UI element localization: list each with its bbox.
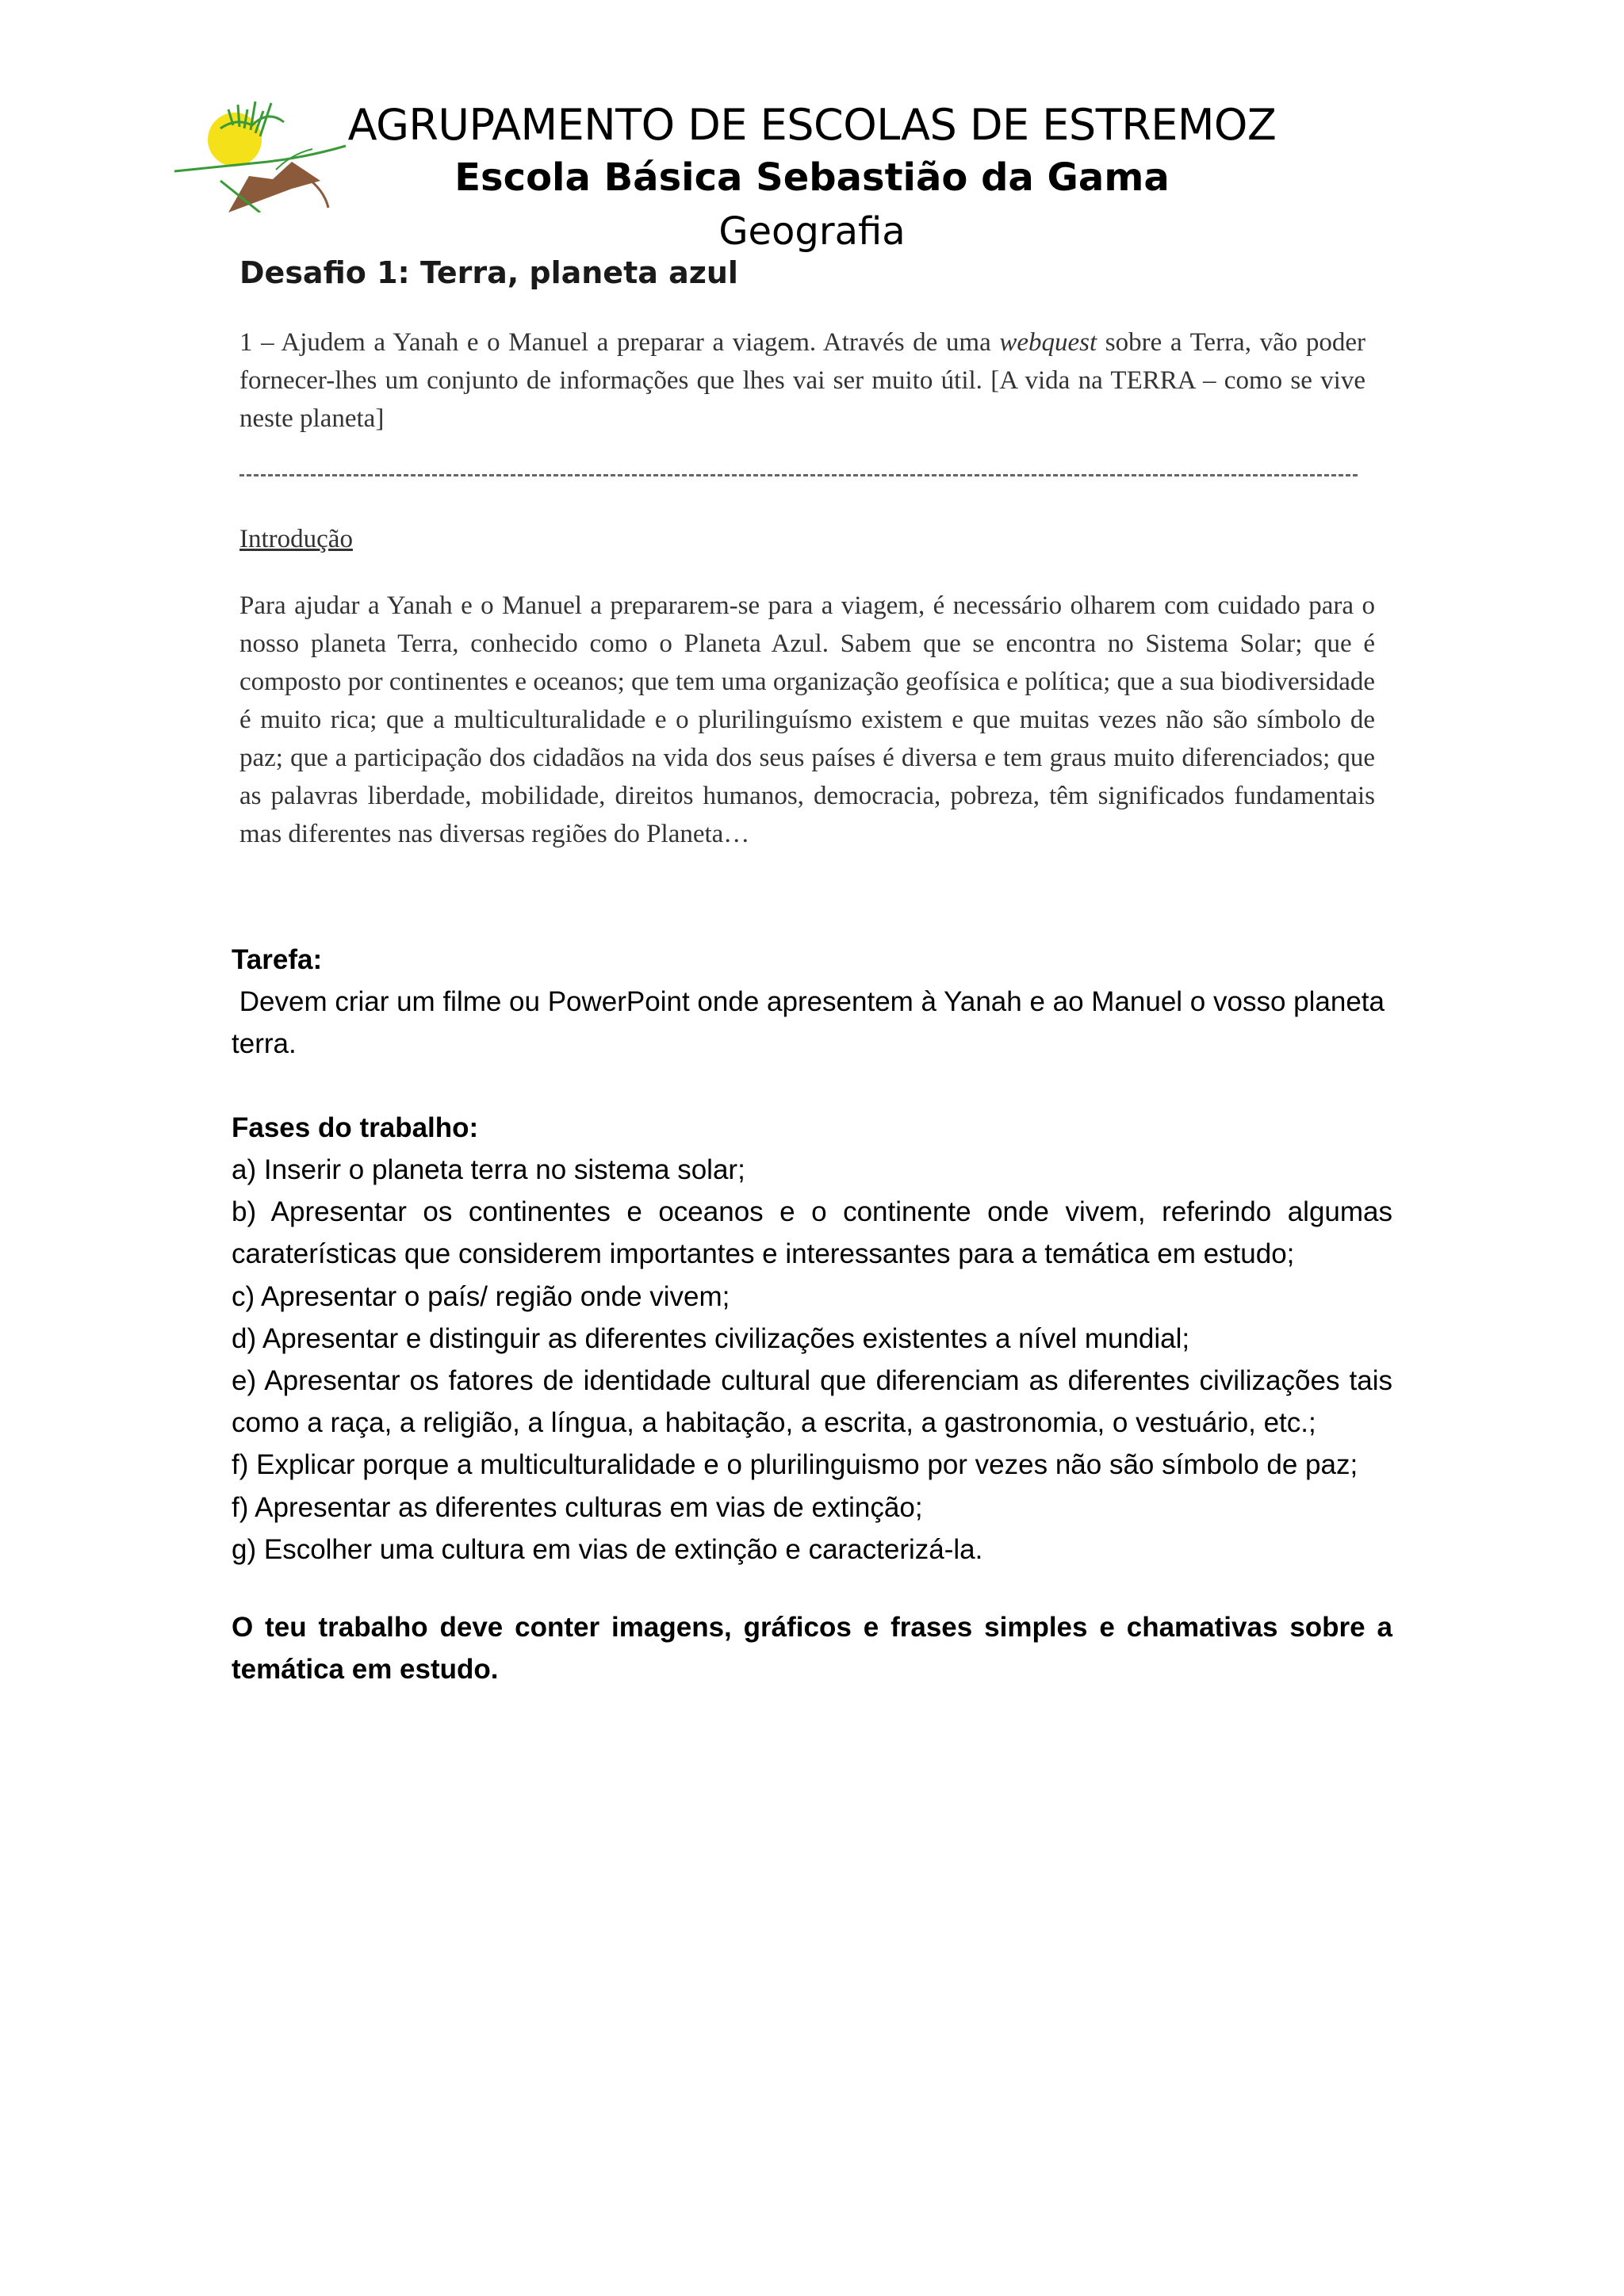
- list-item: f) Explicar porque a multiculturalidade e o plurilinguismo por vezes não são símbolo de paz;: [232, 1449, 1358, 1481]
- challenge-instruction: [239, 323, 1365, 438]
- intro-paragraph: Para ajudar a Yanah e o Manuel a prepararem-se para a viagem, é necessário olharem com cuidado para o nosso planeta Terra, conhecido como o Planeta Azul. Sabem que se encontra no Sistema Solar; que é composto por continentes e oceanos; que tem uma organização geofísica e política; que a sua biodiversidade é muito rica; que a multiculturalidade e o plurilinguísmo existem e que muitas vezes não são símbolo de paz; que a participação dos cidadãos na vida dos seus países é diversa e tem graus muito diferenciados; que as palavras liberdade, mobilidade, direitos humanos, democracia, pobreza, têm significados fundamentais mas diferentes nas diversas regiões do Planeta…: [239, 591, 1375, 848]
- instruction-text-after: sobre a Terra, vão poder fornecer-lhes um conjunto de informações que lhes vai ser muito útil. [A vida na TERRA – como se vive neste planeta]: [239, 328, 1365, 433]
- challenge-title: Desafio 1: Terra, planeta azul: [239, 255, 738, 290]
- instruction-text-before: – Ajudem a Yanah e o Manuel a preparar a viagem. Através de uma: [252, 328, 1000, 357]
- list-item: e) Apresentar os fatores de identidade cultural que diferenciam as diferentes civilizações tais como a raça, a religião, a língua, a habitação, a escrita, a gastronomia, o vestuário, etc.;: [232, 1365, 1392, 1439]
- subject-title: Geografia: [718, 209, 906, 254]
- list-item: b) Apresentar os continentes e oceanos e o continente onde vivem, referindo algumas caraterísticas que considerem importantes e interessantes para a temática em estudo;: [232, 1196, 1392, 1270]
- intro-section-heading: Introdução: [239, 525, 353, 553]
- closing-statement: O teu trabalho deve conter imagens, gráficos e frases simples e chamativas sobre a temática em estudo.: [232, 1612, 1392, 1686]
- instruction-number: 1: [239, 328, 253, 357]
- task-label: Tarefa:: [232, 944, 323, 975]
- phases-label: Fases do trabalho:: [232, 1112, 479, 1143]
- instruction-emphasis: webquest: [999, 328, 1097, 357]
- list-item: d) Apresentar e distinguir as diferentes civilizações existentes a nível mundial;: [232, 1322, 1190, 1354]
- list-item: g) Escolher uma cultura em vias de extinção e caracterizá-la.: [232, 1533, 983, 1565]
- list-item: c) Apresentar o país/ região onde vivem;: [232, 1280, 730, 1312]
- list-item: a) Inserir o planeta terra no sistema solar;: [232, 1154, 745, 1185]
- phases-list: [232, 1149, 1392, 1571]
- school-name-title: Escola Básica Sebastião da Gama: [454, 155, 1170, 200]
- school-group-title: AGRUPAMENTO DE ESCOLAS DE ESTREMOZ: [347, 100, 1277, 150]
- scanned-excerpt: [232, 249, 1386, 899]
- task-text: Devem criar um filme ou PowerPoint onde apresentem à Yanah e ao Manuel o vosso planeta terra.: [232, 986, 1392, 1060]
- list-item: f) Apresentar as diferentes culturas em vias de extinção;: [232, 1491, 923, 1523]
- dashed-divider: [239, 474, 1358, 476]
